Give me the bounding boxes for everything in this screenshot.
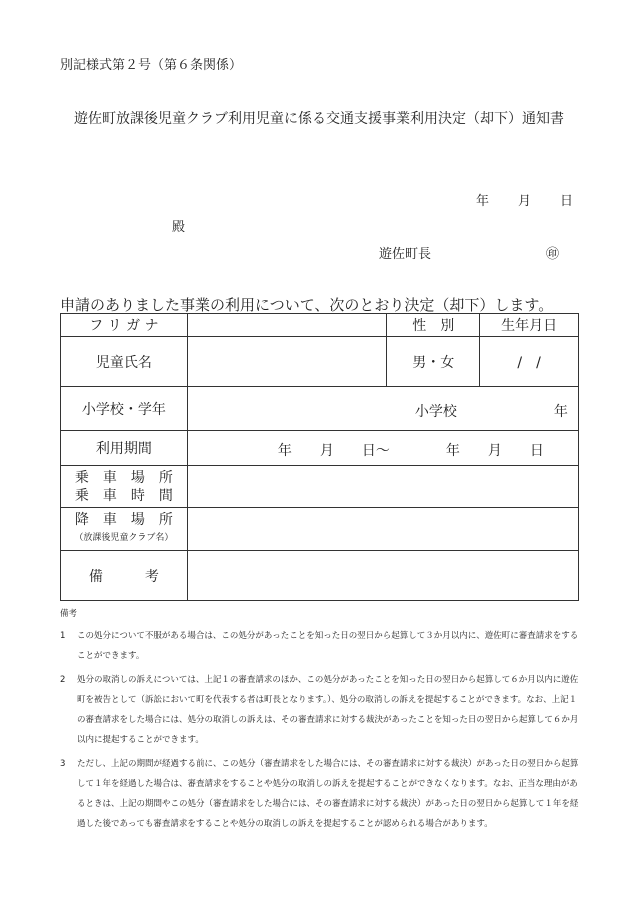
alighting-row <box>61 508 579 551</box>
furigana-row <box>61 314 579 337</box>
school-row <box>61 387 579 431</box>
child-name-field[interactable] <box>187 337 387 387</box>
child-name-label: 児童氏名 <box>61 337 188 387</box>
note-text: ただし、上記の期間が経過する前に、この処分（審査請求をした場合には、その審査請求に対する裁決）があった日の翌日から起算して１年を経過した場合は、審査請求をすることや処分の取消しの訴えを提起することができなくなります。なお、正当な理由があるときは、上記の期間やこの処分（審査請求をした場合には、その審査請求に対する裁決）があった日の翌日から起算して１年を経過した後であっても審査請求をすることや処分の取消しの訴えを提起することが認められる場合があります。 <box>77 759 579 829</box>
boarding-field[interactable] <box>187 466 578 508</box>
note-number: 3 <box>60 759 66 769</box>
form-number: 別記様式第２号（第６条関係） <box>60 58 243 73</box>
period-row <box>61 431 579 466</box>
remarks-row <box>61 551 579 601</box>
seal-mark: ㊞ <box>546 247 560 262</box>
notes-heading: 備考 <box>60 609 78 619</box>
grade-suffix: 年 <box>553 404 568 420</box>
note-item <box>60 670 580 750</box>
date-year-label: 年 <box>476 194 490 209</box>
note-number: 1 <box>60 631 66 641</box>
dob-value[interactable]: / / <box>480 337 579 387</box>
alighting-place-label: 降 車 場 所 <box>74 512 173 528</box>
gender-value[interactable]: 男・女 <box>387 337 480 387</box>
boarding-time-label: 乗 車 時 間 <box>74 487 173 504</box>
alighting-label <box>61 508 188 551</box>
dob-header: 生年月日 <box>480 314 579 337</box>
school-grade-label: 小学校・学年 <box>61 387 188 431</box>
date-month-label: 月 <box>518 194 532 209</box>
application-table <box>60 313 579 601</box>
period-end: 年 月 日 <box>445 443 544 459</box>
alighting-field[interactable] <box>187 508 578 551</box>
issuer-name: 遊佐町長 <box>379 247 432 262</box>
intro-text: 申請のありました事業の利用について、次のとおり決定（却下）します。 <box>60 296 554 314</box>
remarks-field[interactable] <box>187 551 578 601</box>
period-field[interactable] <box>187 431 578 466</box>
notes-section <box>60 604 580 834</box>
period-start: 年 月 日〜 <box>277 443 390 459</box>
boarding-row <box>61 466 579 508</box>
remarks-label: 備 考 <box>61 551 188 601</box>
gender-header: 性 別 <box>387 314 480 337</box>
child-name-row <box>61 337 579 387</box>
note-text: 処分の取消しの訴えについては、上記１の審査請求のほか、この処分があったことを知った日の翌日から起算して６か月以内に遊佐町を被告として（訴訟において町を代表する者は町長となります。）、処分の取消しの訴えを提起することができます。なお、上記１の審査請求をした場合には、処分の取消しの訴えは、その審査請求に対する裁決があったことを知った日の翌日から起算して６か月以内に提起することができます。 <box>77 675 579 745</box>
note-item <box>60 626 580 666</box>
note-text: この処分について不服がある場合は、この処分があったことを知った日の翌日から起算して３か月以内に、遊佐町に審査請求をすることができます。 <box>77 631 579 661</box>
school-suffix: 小学校 <box>414 404 457 420</box>
alighting-note: （放課後児童クラブ名） <box>74 533 174 543</box>
period-label: 利用期間 <box>61 431 188 466</box>
addressee-honorific: 殿 <box>172 220 186 235</box>
note-item <box>60 754 580 834</box>
furigana-field[interactable] <box>187 314 387 337</box>
date-day-label: 日 <box>560 194 574 209</box>
document-title: 遊佐町放課後児童クラブ利用児童に係る交通支援事業利用決定（却下）通知書 <box>74 111 564 127</box>
boarding-place-label: 乗 車 場 所 <box>74 469 173 486</box>
school-grade-field[interactable] <box>187 387 578 431</box>
furigana-label: フ リ ガ ナ <box>61 314 188 337</box>
boarding-label <box>61 466 188 508</box>
note-number: 2 <box>60 675 66 685</box>
